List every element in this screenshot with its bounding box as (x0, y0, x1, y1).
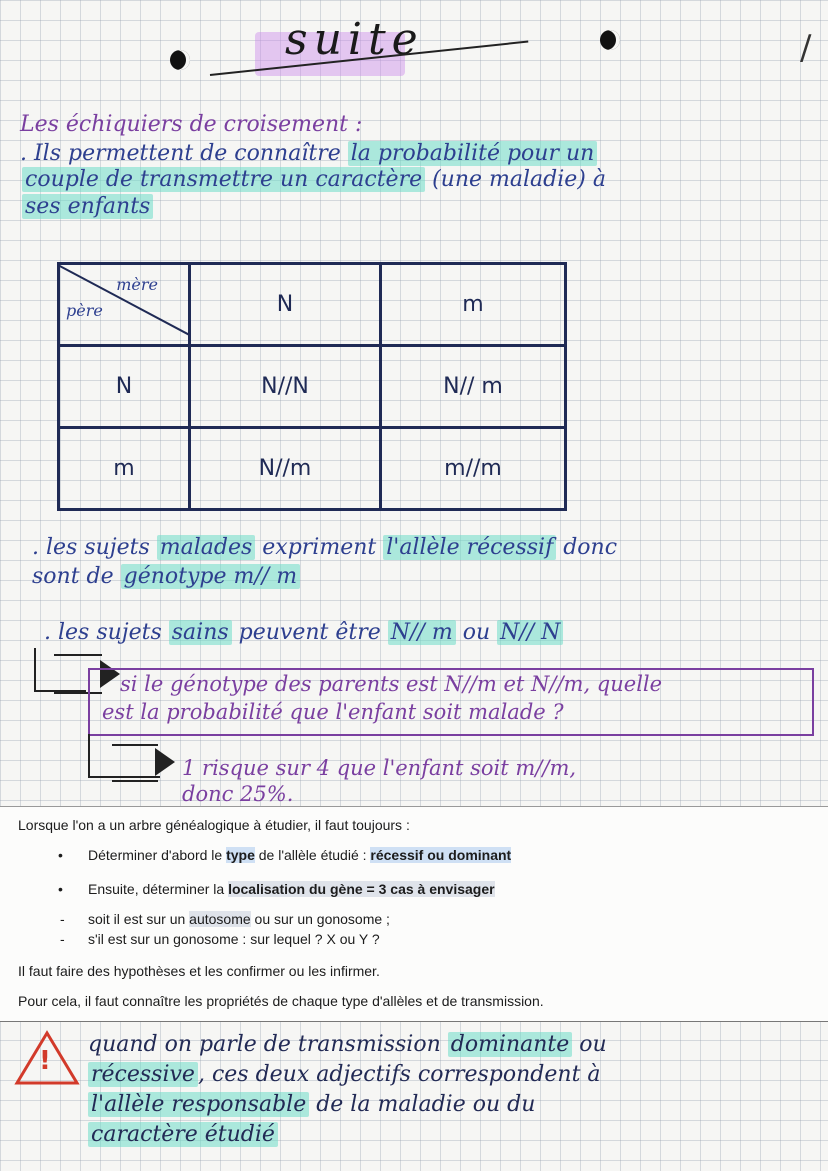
warning-text: , ces deux adjectifs correspondent à (197, 1062, 601, 1087)
note-highlight: sains (169, 620, 232, 645)
corner-label-mere: mère (116, 275, 158, 294)
printed-bold: localisation du gène = 3 cas à envisager (228, 881, 495, 897)
note-highlight: génotype m// m (121, 564, 300, 589)
printed-line-3: Il faut faire des hypothèses et les confirmer ou les infirmer. (18, 963, 380, 979)
note-highlight: N// m (388, 620, 456, 645)
printed-dash-2: s'il est sur un gonosome : sur lequel ? X ou Y ? (88, 931, 380, 947)
genotype-cell: N//m (190, 428, 381, 510)
binder-hole-left-icon (170, 50, 190, 70)
note-highlight: malades (157, 535, 256, 560)
intro-highlight: couple de transmettre un caractère (22, 167, 425, 192)
printed-bullet-2 (88, 881, 495, 897)
intro-highlight: la probabilité pour un (348, 141, 598, 166)
note-sains (44, 620, 563, 645)
bullet-icon: • (58, 847, 63, 863)
printed-text: de l'allèle étudié : (254, 847, 371, 863)
note-malades-line2 (32, 564, 300, 589)
section-heading: Les échiquiers de croisement : (20, 112, 363, 137)
corner-label-pere: père (66, 301, 103, 320)
intro-text: . Ils permettent de connaître (20, 141, 348, 166)
genotype-cell: m//m (381, 428, 566, 510)
cross-table (57, 262, 567, 511)
row-header: m (59, 428, 190, 510)
arrow-head-icon (155, 748, 175, 776)
note-text: donc (556, 535, 618, 560)
warning-line-4 (88, 1122, 278, 1147)
printed-text: Déterminer d'abord le (88, 847, 227, 863)
printed-excerpt (0, 806, 828, 1022)
note-text: . les sujets (32, 535, 157, 560)
column-header: m (381, 264, 566, 346)
intro-line-2 (22, 167, 606, 192)
printed-highlight: autosome (189, 911, 251, 927)
intro-text: (une maladie) à (425, 167, 606, 192)
note-text: expriment (255, 535, 384, 560)
question-line-2: est la probabilité que l'enfant soit malade ? (102, 700, 564, 724)
warning-text: quand on parle de transmission (88, 1032, 448, 1057)
printed-bullet-1 (88, 847, 511, 863)
warning-highlight: dominante (448, 1032, 573, 1057)
warning-highlight: l'allèle responsable (88, 1092, 309, 1117)
note-highlight: N// N (497, 620, 563, 645)
note-highlight: l'allèle récessif (383, 535, 556, 560)
printed-bold: type (226, 847, 255, 863)
intro-line-3 (22, 194, 153, 219)
bullet-icon: • (58, 881, 63, 897)
question-line-1: si le génotype des parents est N//m et N//m, quelle (120, 672, 663, 696)
column-header: N (190, 264, 381, 346)
warning-highlight: caractère étudié (88, 1122, 278, 1147)
warning-highlight: récessive (88, 1062, 198, 1087)
dash-icon: - (60, 911, 65, 927)
arrow-box-icon (112, 744, 158, 782)
note-text: . les sujets (44, 620, 169, 645)
printed-line-4: Pour cela, il faut connaître les propriétés de chaque type d'allèles et de transmission. (18, 993, 544, 1009)
table-corner-cell (59, 264, 190, 346)
printed-text: soit il est sur un (88, 911, 190, 927)
warning-line-1 (88, 1032, 607, 1057)
printed-text: Ensuite, déterminer la (88, 881, 229, 897)
corner-slash: / (800, 28, 812, 68)
binder-hole-right-icon (600, 30, 620, 50)
note-text: peuvent être (231, 620, 388, 645)
genotype-cell: N//N (190, 346, 381, 428)
warning-line-2 (88, 1062, 601, 1087)
printed-text: ou sur un gonosome ; (250, 911, 390, 927)
answer-line-1: 1 risque sur 4 que l'enfant soit m//m, (182, 756, 577, 780)
page-title: suite (285, 14, 424, 65)
intro-line-1 (20, 141, 597, 166)
warning-text: de la maladie ou du (309, 1092, 536, 1117)
answer-line-2: donc 25%. (182, 782, 294, 806)
note-text: ou (455, 620, 498, 645)
printed-dash-1 (88, 911, 390, 927)
printed-intro: Lorsque l'on a un arbre généalogique à étudier, il faut toujours : (18, 817, 410, 833)
row-header: N (59, 346, 190, 428)
warning-mark: ! (39, 1046, 51, 1076)
note-text: sont de (32, 564, 121, 589)
warning-line-3 (88, 1092, 535, 1117)
dash-icon: - (60, 931, 65, 947)
note-malades (32, 535, 617, 560)
printed-bold: récessif ou dominant (370, 847, 512, 863)
intro-highlight: ses enfants (22, 194, 153, 219)
warning-text: ou (572, 1032, 607, 1057)
genotype-cell: N// m (381, 346, 566, 428)
